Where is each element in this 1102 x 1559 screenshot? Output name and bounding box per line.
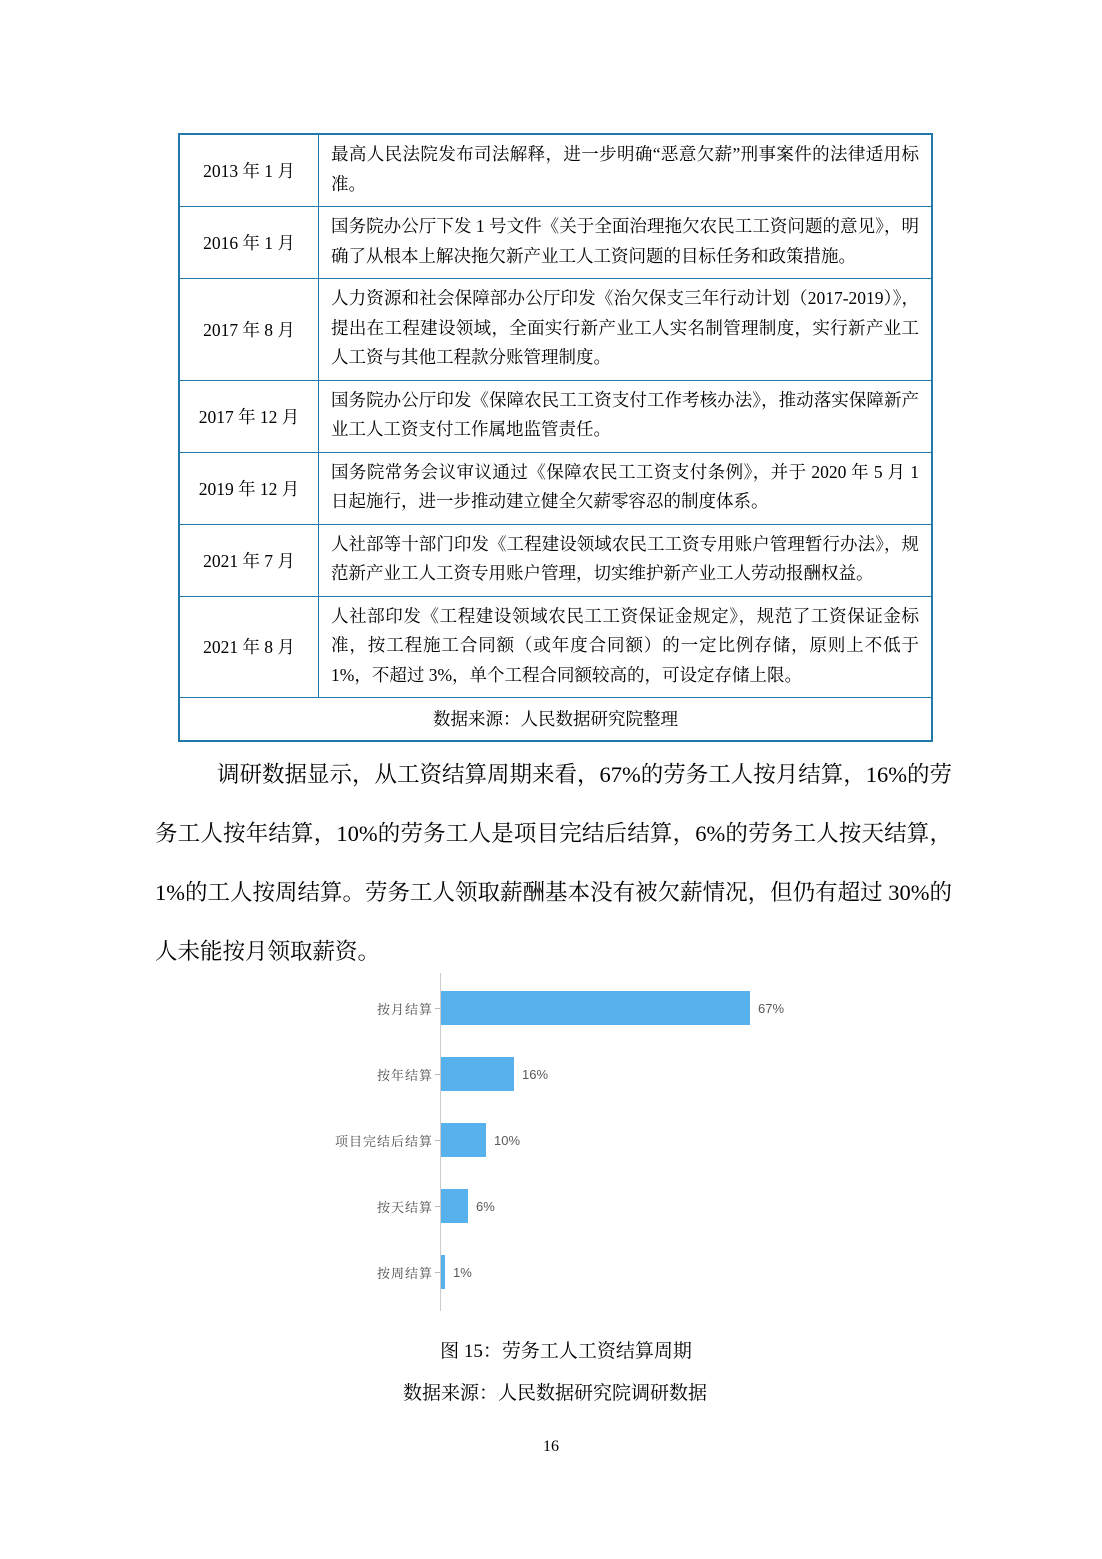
- table-row: [179, 596, 932, 698]
- chart-row: [332, 1173, 972, 1239]
- axis-tick: [435, 1008, 440, 1009]
- data-label: 6%: [476, 1198, 495, 1214]
- table-cell-description: 最高人民法院发布司法解释，进一步明确“恶意欠薪”刑事案件的法律适用标准。: [319, 134, 933, 207]
- figure-source: 数据来源：人民数据研究院调研数据: [402, 1383, 707, 1404]
- table-row: [179, 134, 932, 207]
- table-cell-date: 2021 年 8 月: [179, 596, 319, 698]
- table-row: [179, 279, 932, 381]
- table-cell-description: 人力资源和社会保障部办公厅印发《治欠保支三年行动计划（2017-2019）》，提出在工程建设领域，全面实行新产业工人实名制管理制度，实行新产业工人工资与其他工程款分账管理制度。: [319, 279, 933, 381]
- category-label: 项目完结后结算: [334, 1133, 433, 1149]
- category-label: 按年结算: [376, 1067, 433, 1083]
- table-source: 数据来源：人民数据研究院整理: [179, 698, 932, 742]
- table-row: [179, 452, 932, 524]
- chart-bar: [440, 991, 750, 1025]
- data-label: 16%: [522, 1066, 549, 1082]
- page-number: 16: [543, 1438, 559, 1455]
- table-cell-date: 2019 年 12 月: [179, 452, 319, 524]
- chart-row: [332, 1107, 972, 1173]
- table-cell-description: 人社部印发《工程建设领域农民工工资保证金规定》，规范了工资保证金标准，按工程施工合同额（或年度合同额）的一定比例存储，原则上不低于 1%，不超过 3%，单个工程合同额较高的，可设定存储上限。: [319, 596, 933, 698]
- table-cell-description: 国务院办公厅印发《保障农民工工资支付工作考核办法》，推动落实保障新产业工人工资支付工作属地监管责任。: [319, 380, 933, 452]
- chart-bar: [440, 1057, 514, 1091]
- table-cell-description: 国务院办公厅下发 1 号文件《关于全面治理拖欠农民工工资问题的意见》，明确了从根本上解决拖欠新产业工人工资问题的目标任务和政策措施。: [319, 207, 933, 279]
- table-cell-date: 2016 年 1 月: [179, 207, 319, 279]
- policy-timeline-table: [178, 133, 933, 742]
- chart-bar: [440, 1189, 468, 1223]
- body-paragraph: 调研数据显示，从工资结算周期来看，67%的劳务工人按月结算，16%的劳务工人按年结算，10%的劳务工人是项目完结后结算，6%的劳务工人按天结算，1%的工人按周结算。劳务工人领取薪酬基本没有被欠薪情况，但仍有超过 30%的人未能按月领取薪资。: [155, 762, 952, 964]
- chart-plot-area: [332, 975, 972, 1305]
- table-cell-date: 2013 年 1 月: [179, 134, 319, 207]
- axis-tick: [435, 1206, 440, 1207]
- data-label: 1%: [453, 1264, 472, 1280]
- category-label: 按天结算: [376, 1199, 433, 1215]
- bar-chart: [332, 975, 972, 1305]
- chart-row: [332, 975, 972, 1041]
- figure-caption: 图 15：劳务工人工资结算周期: [440, 1341, 692, 1362]
- axis-tick: [435, 1272, 440, 1273]
- chart-row: [332, 1041, 972, 1107]
- category-label: 按周结算: [376, 1265, 433, 1281]
- table-row: [179, 380, 932, 452]
- table-row: [179, 207, 932, 279]
- table-source-row: [179, 698, 932, 742]
- chart-bar: [440, 1255, 445, 1289]
- chart-row: [332, 1239, 972, 1305]
- table-cell-date: 2021 年 7 月: [179, 524, 319, 596]
- category-label: 按月结算: [376, 1001, 433, 1017]
- axis-tick: [435, 1140, 440, 1141]
- data-label: 10%: [494, 1132, 521, 1148]
- data-label: 67%: [758, 1000, 785, 1016]
- table-cell-date: 2017 年 12 月: [179, 380, 319, 452]
- axis-tick: [435, 1074, 440, 1075]
- chart-bar: [440, 1123, 486, 1157]
- table-row: [179, 524, 932, 596]
- table-cell-description: 国务院常务会议审议通过《保障农民工工资支付条例》，并于 2020 年 5 月 1 日起施行，进一步推动建立健全欠薪零容忍的制度体系。: [319, 452, 933, 524]
- table-cell-description: 人社部等十部门印发《工程建设领域农民工工资专用账户管理暂行办法》，规范新产业工人工资专用账户管理，切实维护新产业工人劳动报酬权益。: [319, 524, 933, 596]
- table-cell-date: 2017 年 8 月: [179, 279, 319, 381]
